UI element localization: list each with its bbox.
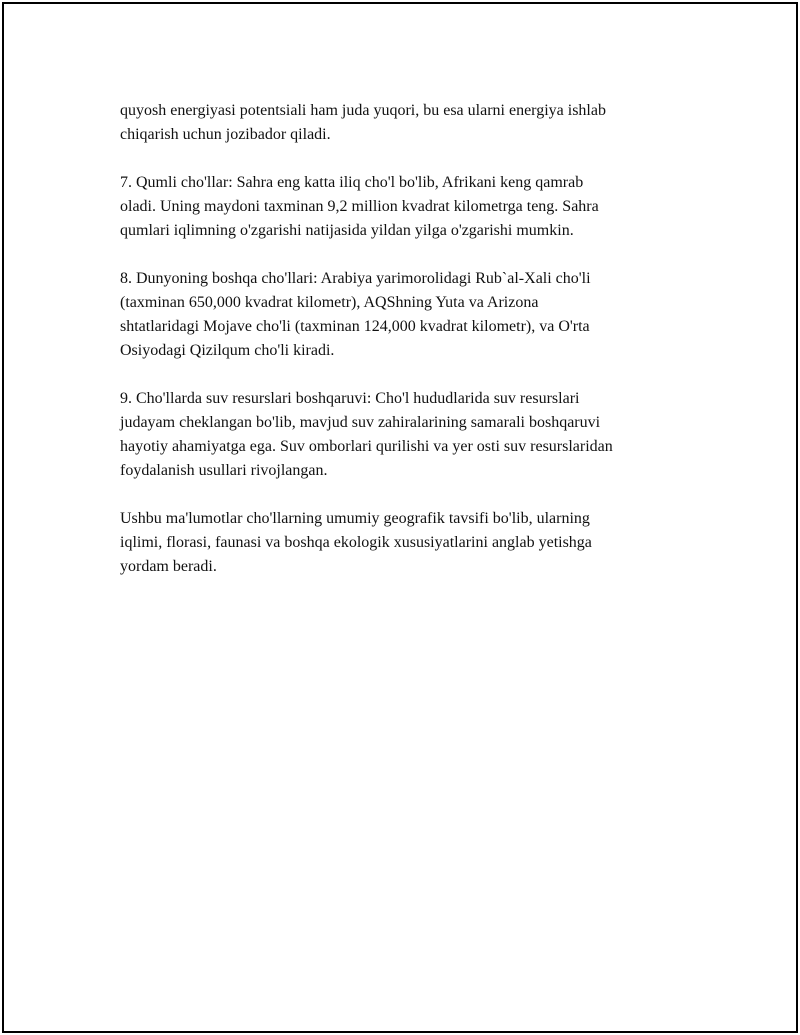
paragraph-other-deserts: 8. Dunyoning boshqa cho'llari: Arabiya yarimorolidagi Rub`al-Xali cho'li (taxminan 650,000 kvadrat kilometr), AQShning Yuta va Arizona shtatlaridagi Mojave cho'li (taxminan 124,000 kvadrat kilometr), va O'rta Osiyodagi Qizilqum cho'li kiradi. <box>120 270 591 359</box>
paragraph-conclusion: Ushbu ma'lumotlar cho'llarning umumiy geografik tavsifi bo'lib, ularning iqlimi, florasi, faunasi va boshqa ekologik xususiyatlarini anglab yetishga yordam beradi. <box>120 510 592 575</box>
paragraph-continuation: quyosh energiyasi potentsiali ham juda yuqori, bu esa ularni energiya ishlab chiqarish uchun jozibador qiladi. <box>120 102 606 143</box>
paragraph-sandy-deserts: 7. Qumli cho'llar: Sahra eng katta iliq cho'l bo'lib, Afrikani keng qamrab oladi. Uning maydoni taxminan 9,2 million kvadrat kilometrga teng. Sahra qumlari iqlimning o'zgarishi natijasida yildan yilga o'zgarishi mumkin. <box>120 174 599 239</box>
document-body <box>120 99 695 603</box>
document-page <box>2 2 798 1033</box>
paragraph-water-management: 9. Cho'llarda suv resurslari boshqaruvi: Cho'l hududlarida suv resurslari judayam cheklangan bo'lib, mavjud suv zahiralarining samarali boshqaruvi hayotiy ahamiyatga ega. Suv omborlari qurilishi va yer osti suv resurslaridan foydalanish usullari rivojlangan. <box>120 390 613 479</box>
